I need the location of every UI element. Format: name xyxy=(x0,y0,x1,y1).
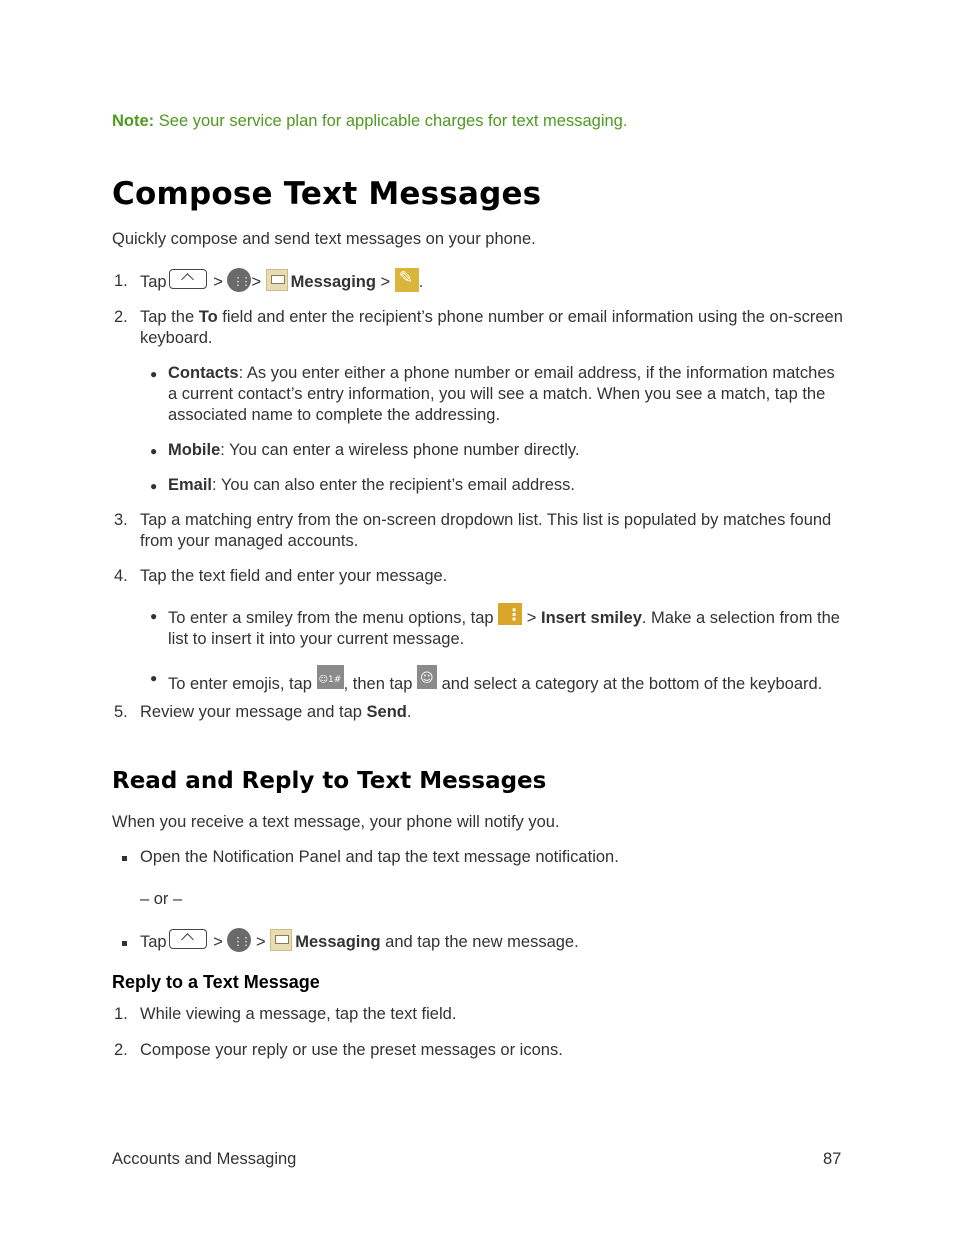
bullet-email xyxy=(168,475,844,496)
bullet xyxy=(122,941,127,946)
bullet-text: . Make a selection from the list to insert it into your current message. xyxy=(168,609,840,648)
compose-step-1 xyxy=(140,268,845,293)
bullet-term: Contacts xyxy=(168,364,239,382)
step-number: 4. xyxy=(114,567,128,585)
bullet-text: , then tap xyxy=(343,675,413,693)
bullet-term: Email xyxy=(168,476,213,494)
bullet: ● xyxy=(150,671,158,685)
compose-step-4: Tap the text field and enter your message. xyxy=(140,567,448,585)
menu-icon xyxy=(498,603,522,625)
compose-step-5 xyxy=(140,702,845,723)
read-bullet-2 xyxy=(140,928,845,953)
compose-icon xyxy=(395,268,419,292)
home-key-icon xyxy=(169,269,207,289)
step-text: Tap xyxy=(140,933,167,951)
bullet-contacts xyxy=(168,363,844,426)
messaging-label: Messaging xyxy=(290,273,376,291)
note-text: See your service plan for applicable charges for text messaging. xyxy=(158,112,628,130)
bullet-mobile xyxy=(168,440,844,461)
bullet-text: : You can enter a wireless phone number directly. xyxy=(220,441,580,459)
step-text: Tap the xyxy=(140,308,195,326)
step-number: 1. xyxy=(114,1005,128,1023)
step-text: Tap xyxy=(140,273,167,291)
messaging-icon xyxy=(270,929,292,951)
separator: > xyxy=(213,933,223,951)
or-divider: – or – xyxy=(140,890,183,908)
send-label: Send xyxy=(366,703,407,721)
subsection-title: Reply to a Text Message xyxy=(112,972,320,992)
separator: > xyxy=(251,273,262,291)
reply-step-1: While viewing a message, tap the text field. xyxy=(140,1005,457,1023)
bullet: ● xyxy=(150,609,158,623)
step-number: 3. xyxy=(114,511,128,529)
emoji-key-icon xyxy=(317,665,344,689)
step-number: 1. xyxy=(114,272,128,290)
step-number: 2. xyxy=(114,1041,128,1059)
bullet-text: To enter emojis, tap xyxy=(168,675,312,693)
period: . xyxy=(406,703,412,721)
page-number: 87 xyxy=(823,1150,842,1168)
step-text: Review your message and tap xyxy=(140,703,362,721)
to-field-label: To xyxy=(198,308,218,326)
bullet-text: : You can also enter the recipient’s email address. xyxy=(212,476,575,494)
reply-step-2: Compose your reply or use the preset messages or icons. xyxy=(140,1041,563,1059)
section-title: Read and Reply to Text Messages xyxy=(112,768,547,794)
bullet-insert-smiley xyxy=(168,603,844,650)
compose-step-3: Tap a matching entry from the on-screen dropdown list. This list is populated by matches found from your managed accounts. xyxy=(140,511,832,550)
compose-step-2 xyxy=(140,307,845,349)
step-number: 5. xyxy=(114,703,128,721)
period: . xyxy=(418,273,424,291)
note xyxy=(112,112,627,131)
bullet: ● xyxy=(150,367,158,381)
bullet-text: : As you enter either a phone number or email address, if the information matches a current contact’s entry information, you will see a match. When you see a match, tap the associated name to complete the addressing. xyxy=(168,364,835,424)
bullet: ● xyxy=(150,479,158,493)
apps-icon xyxy=(227,268,251,292)
compose-intro: Quickly compose and send text messages on your phone. xyxy=(112,230,536,248)
messaging-icon xyxy=(266,269,288,291)
page-title: Compose Text Messages xyxy=(112,176,542,212)
bullet-term: Mobile xyxy=(168,441,221,459)
separator: > xyxy=(380,273,391,291)
separator: > xyxy=(526,609,537,627)
separator: > xyxy=(256,933,266,951)
step-text: field and enter the recipient’s phone number or email information using the on-screen keyboard. xyxy=(140,308,843,347)
read-bullet-1: Open the Notification Panel and tap the text message notification. xyxy=(140,848,619,866)
messaging-label: Messaging xyxy=(295,933,381,951)
apps-icon xyxy=(227,928,251,952)
insert-smiley-label: Insert smiley xyxy=(541,609,642,627)
read-intro: When you receive a text message, your phone will notify you. xyxy=(112,813,560,831)
step-number: 2. xyxy=(114,308,128,326)
bullet-emojis xyxy=(168,665,844,695)
footer-section: Accounts and Messaging xyxy=(112,1150,297,1168)
step-text: and tap the new message. xyxy=(385,933,579,951)
bullet xyxy=(122,856,127,861)
separator: > xyxy=(213,273,223,291)
bullet-text: and select a category at the bottom of the keyboard. xyxy=(441,675,823,693)
note-label: Note: xyxy=(112,112,155,130)
bullet: ● xyxy=(150,444,158,458)
smiley-key-icon xyxy=(417,665,437,689)
bullet-text: To enter a smiley from the menu options, tap xyxy=(168,609,494,627)
home-key-icon xyxy=(169,929,207,949)
